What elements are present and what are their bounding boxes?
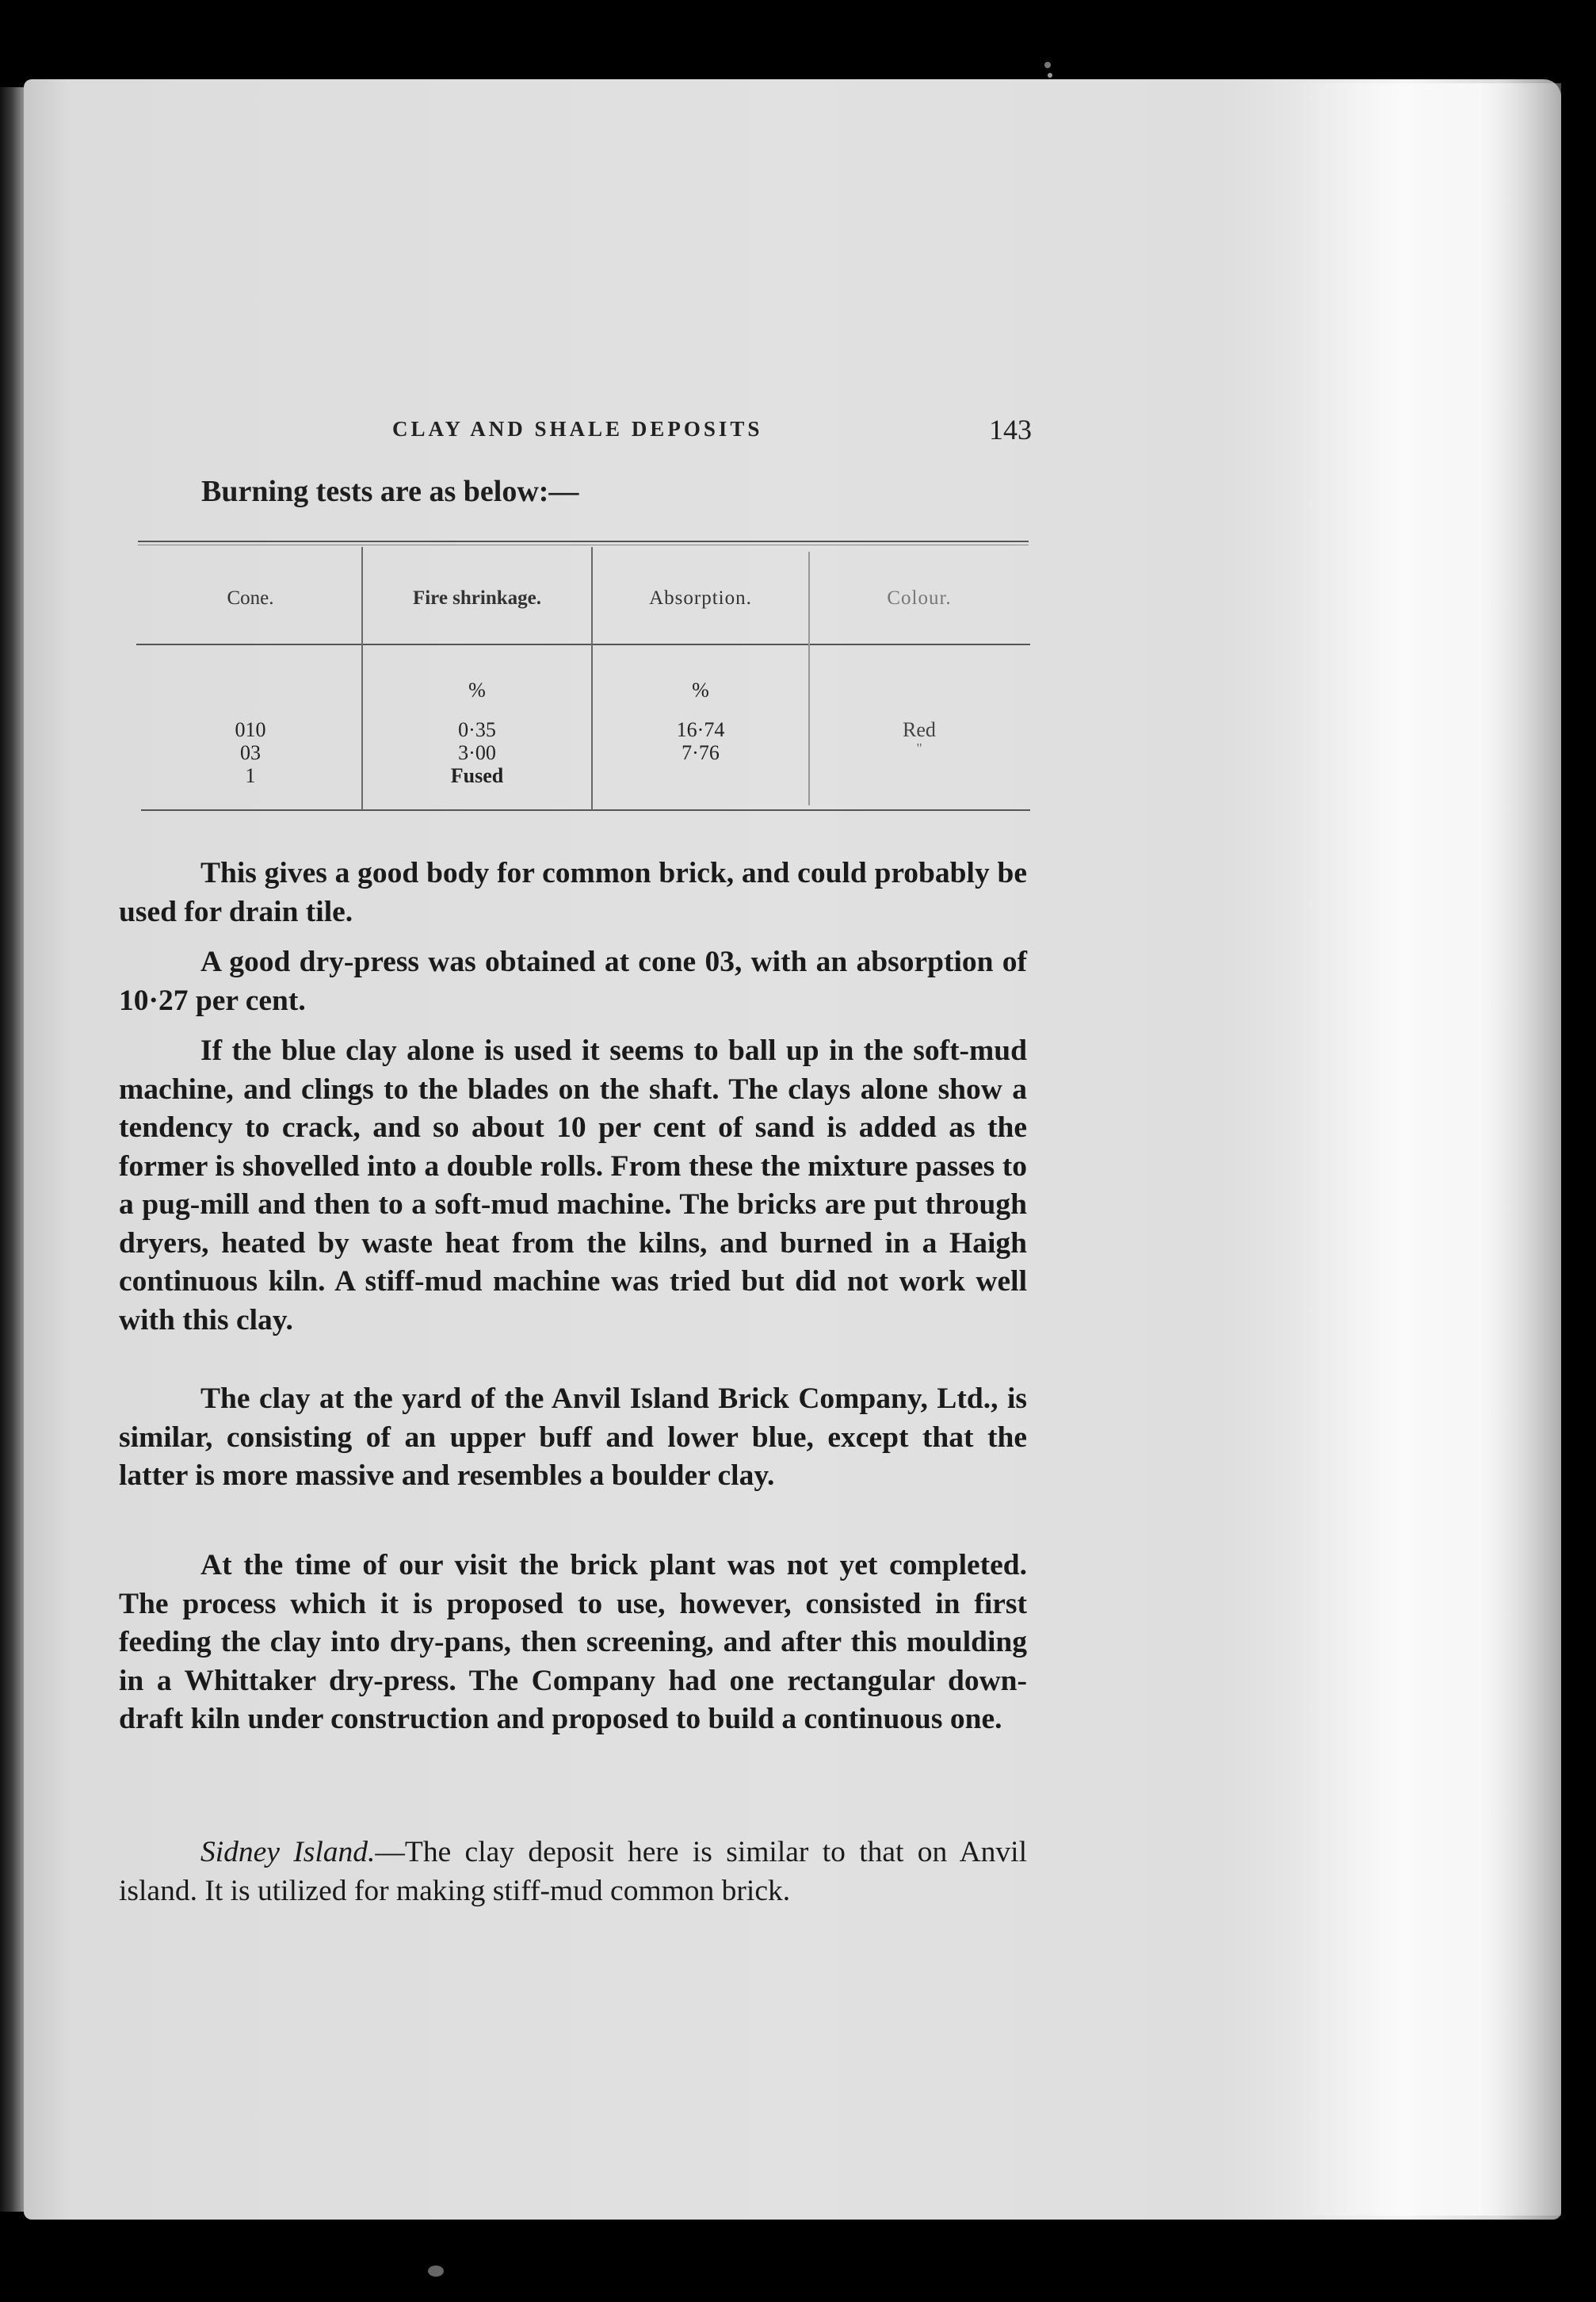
table-cell: 1 [245, 764, 256, 787]
sidney-text: —The clay deposit here is similar to that on Anvil island. It is utilized for making stiff-mud common brick. [119, 1836, 1027, 1907]
table-cell: Fused [450, 764, 504, 787]
table-cell: 7·76 [682, 741, 720, 764]
page-number: 143 [989, 414, 1032, 445]
table-cell: 0·35 [458, 718, 496, 741]
paragraph-text [119, 1834, 1027, 1910]
paragraph [119, 855, 1027, 931]
running-head: CLAY AND SHALE DEPOSITS [392, 417, 763, 441]
table-bottom-rule [141, 809, 1030, 811]
paragraph-text: The clay at the yard of the Anvil Island Brick Company, Ltd., is similar, consisting of an upper buff and lower blue, except that the latter is more massive and resembles a boulder clay. [119, 1382, 1027, 1492]
scan-speck [1048, 73, 1052, 78]
unit-percent: % [692, 679, 709, 702]
header-cone: Cone. [227, 587, 274, 609]
paragraph [119, 1032, 1027, 1340]
cone-column [139, 718, 361, 787]
table-cell: Red [903, 718, 936, 741]
table-cell: 16·74 [676, 718, 725, 741]
paragraph [119, 1380, 1027, 1496]
unit-percent: % [468, 679, 486, 702]
table-cell: 010 [235, 718, 266, 741]
table-intro: Burning tests are as below:— [201, 475, 579, 508]
table-top-rule [138, 541, 1029, 542]
header-fire-shrinkage: Fire shrinkage. [412, 587, 542, 609]
paragraph-text: This gives a good body for common brick, and could probably be used for drain tile. [119, 857, 1027, 928]
sidney-island-paragraph [119, 1834, 1027, 1910]
absorption-column [593, 718, 808, 764]
paragraph [119, 943, 1027, 1020]
paragraph-text: A good dry-press was obtained at cone 03, with an absorption of 10·27 per cent. [119, 946, 1027, 1017]
scan-speck [428, 2266, 444, 2277]
scan-speck [1044, 62, 1051, 68]
header-colour: Colour. [887, 587, 952, 609]
paragraph [119, 1547, 1027, 1739]
table-cell: 3·00 [458, 741, 496, 764]
table-header-rule [136, 644, 1030, 645]
paragraph-text: At the time of our visit the brick plant was not yet completed. The process which it is proposed to use, however, consisted in first feeding the clay into dry-pans, then screening, and after this moulding in a Whittaker dry-press. The Company had one rectangular down-draft kiln under construction and proposed to build a continuous one. [119, 1549, 1027, 1735]
section-heading: Sidney Island. [200, 1836, 376, 1868]
paragraph-text: If the blue clay alone is used it seems to ball up in the soft-mud machine, and clings to the blades on the shaft. The clays alone show a tendency to crack, and so about 10 per cent of sand is added as the former is shovelled into a double rolls. From these the mixture passes to a pug-mill and then to a soft-mud machine. The bricks are put through dryers, heated by waste heat from the kilns, and burned in a Haigh continuous kiln. A stiff-mud machine was tried but did not work well with this clay. [119, 1034, 1027, 1336]
fire-shrinkage-column [363, 718, 591, 787]
table-cell: " [916, 740, 922, 756]
colour-column [810, 718, 1029, 755]
table-cell: 03 [240, 741, 261, 764]
header-absorption: Absorption. [649, 587, 752, 609]
